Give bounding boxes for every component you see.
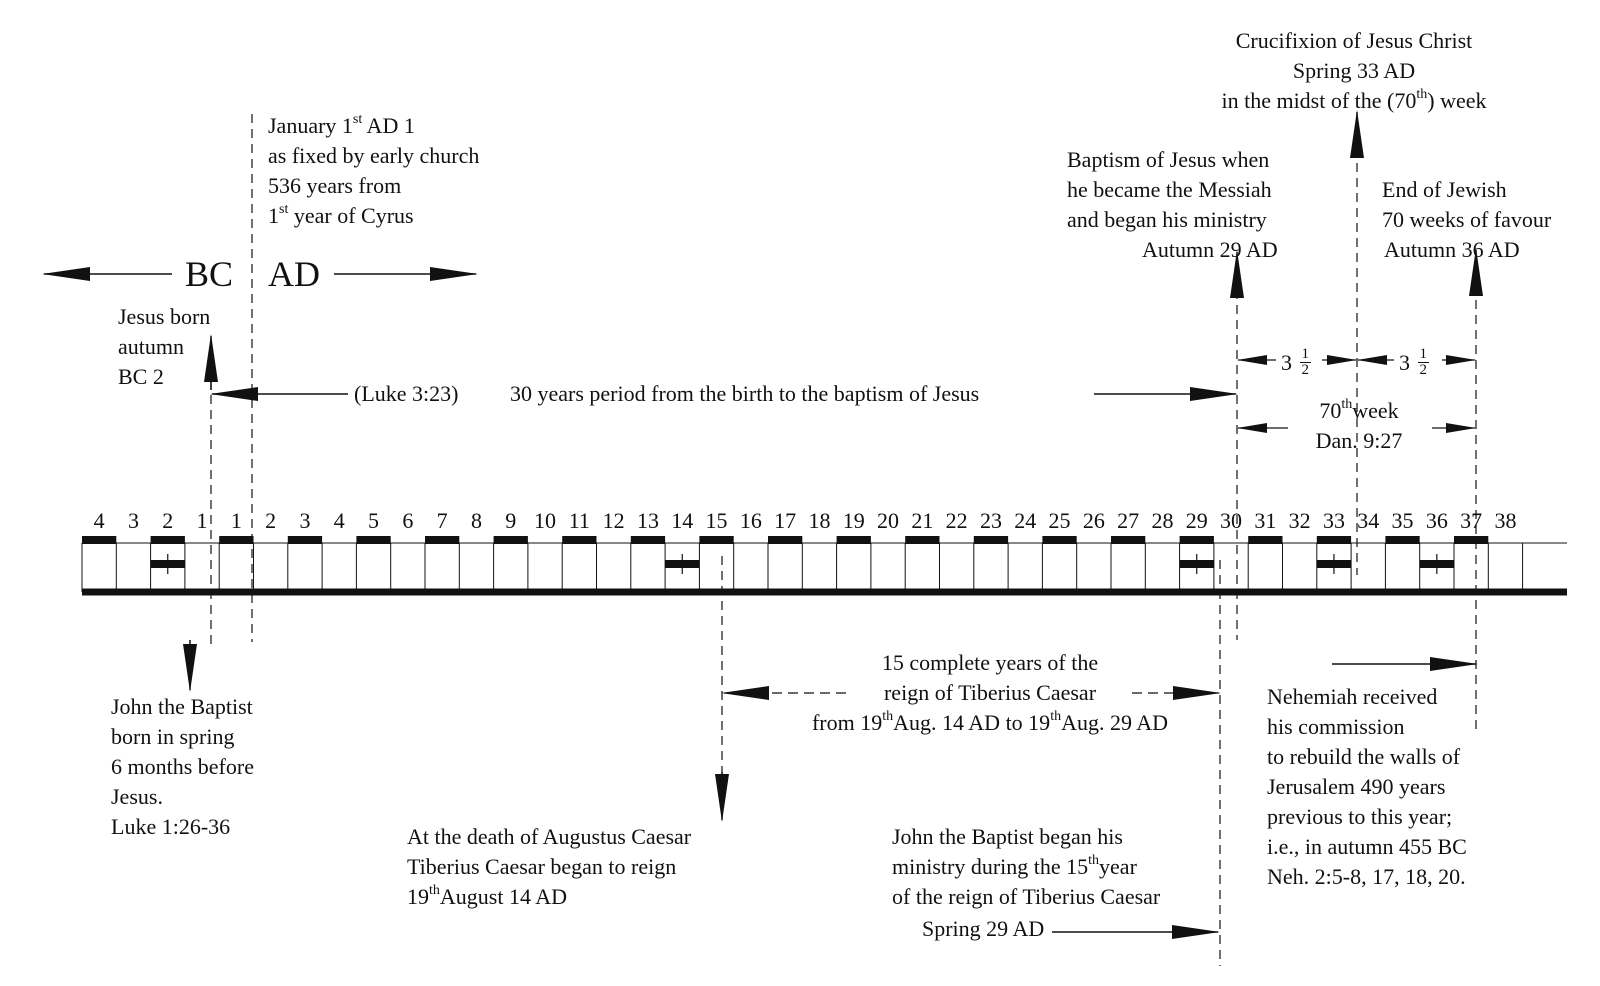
year-label: 38 [1494,508,1517,533]
year-label: 3 [127,508,139,533]
year-label: 8 [470,508,482,533]
john-born-label: John the Baptist born in spring 6 months before Jesus. Luke 1:26-36 [111,694,254,839]
half-week-1-label: 3 $\frac{1}{2}$ [1281,346,1309,379]
year-segment-bar [1180,536,1214,544]
seventieth-week-label: 70thweek Dan. 9:27 [1315,397,1403,453]
augustus-death-label: At the death of Augustus Caesar Tiberius Caesar began to reign 19thAugust 14 AD [407,824,692,909]
year-label: 29 [1185,508,1208,533]
year-label: 34 [1357,508,1380,533]
year-label: 27 [1117,508,1140,533]
year-label: 4 [93,508,105,533]
year-label: 35 [1391,508,1414,533]
year-segment-bar [1248,536,1282,544]
year-label: 16 [739,508,762,533]
year-label: 37 [1460,508,1483,533]
year-label: 30 [1220,508,1243,533]
year-label: 28 [1151,508,1174,533]
year-segment-bar [837,536,871,544]
year-label: 2 [162,508,174,533]
year-label: 11 [568,508,590,533]
year-label: 7 [436,508,448,533]
year-label: 13 [636,508,659,533]
year-label: 22 [945,508,968,533]
year-segment-bar [151,536,185,544]
nehemiah-label: Nehemiah received his commission to rebuild the walls of Jerusalem 490 years previous to this year; i.e., in autumn 455 BC Neh. 2:5-8, 17, 18, 20. [1267,684,1467,889]
john-ministry-label: John the Baptist began his ministry during the 15thyear of the reign of Tiberius Caesar [892,824,1161,909]
year-segment-bar [631,536,665,544]
year-ruler [82,508,1567,592]
year-label: 36 [1425,508,1448,533]
year-segment-bar [562,536,596,544]
half-week-2-label: 3 $\frac{1}{2}$ [1399,346,1427,379]
year-label: 31 [1254,508,1277,533]
year-label: 32 [1288,508,1311,533]
luke-ref-label: (Luke 3:23) [354,381,459,406]
year-segment-bar [1385,536,1419,544]
year-label: 1 [196,508,208,533]
year-segment-bar [356,536,390,544]
jan1-label: January 1st AD 1 as fixed by early church 536 years from 1st year of Cyrus [268,112,480,228]
john-ministry-date-label: Spring 29 AD [922,916,1045,941]
baptism-date-label: Autumn 29 AD [1142,237,1278,262]
year-label: 23 [979,508,1002,533]
year-segment-bar [219,536,253,544]
year-segment-bar [1111,536,1145,544]
year-segment-bar [288,536,322,544]
bc-label: BC [185,254,234,294]
baptism-label: Baptism of Jesus when he became the Messiah and began his ministry [1067,147,1272,232]
year-segment-bar [768,536,802,544]
year-segment-bar [1042,536,1076,544]
year-segment-bar [1454,536,1488,544]
year-label: 14 [671,508,694,533]
year-label: 18 [808,508,831,533]
year-label: 21 [911,508,934,533]
year-segment-bar [494,536,528,544]
end-jewish-date-label: Autumn 36 AD [1384,237,1520,262]
year-label: 5 [368,508,380,533]
jesus-born-label: Jesus born autumn BC 2 [118,304,211,389]
year-label: 6 [402,508,414,533]
year-label: 9 [505,508,517,533]
year-segment-bar [974,536,1008,544]
year-label: 33 [1322,508,1345,533]
year-label: 3 [299,508,311,533]
year-segment-bar [1317,536,1351,544]
year-segment-bar [82,536,116,544]
year-label: 17 [774,508,797,533]
year-label: 24 [1014,508,1037,533]
year-label: 15 [705,508,728,533]
year-label: 26 [1082,508,1105,533]
tiberius-period-label: 15 complete years of the reign of Tiberius Caesar from 19thAug. 14 AD to 19thAug. 29 AD [811,650,1169,735]
year-segment-bar [699,536,733,544]
year-label: 12 [602,508,625,533]
ad-label: AD [268,254,320,294]
crucifixion-label: Crucifixion of Jesus Christ Spring 33 AD in the midst of the (70th) week [1221,28,1487,113]
year-label: 10 [534,508,557,533]
year-label: 20 [877,508,900,533]
year-label: 25 [1048,508,1071,533]
thirty-years-label: 30 years period from the birth to the baptism of Jesus [510,381,980,406]
year-label: 2 [265,508,277,533]
year-segment-bar [905,536,939,544]
year-label: 1 [230,508,242,533]
year-label: 19 [842,508,865,533]
end-jewish-label: End of Jewish 70 weeks of favour [1382,177,1552,232]
year-segment-bar [425,536,459,544]
year-label: 4 [333,508,345,533]
